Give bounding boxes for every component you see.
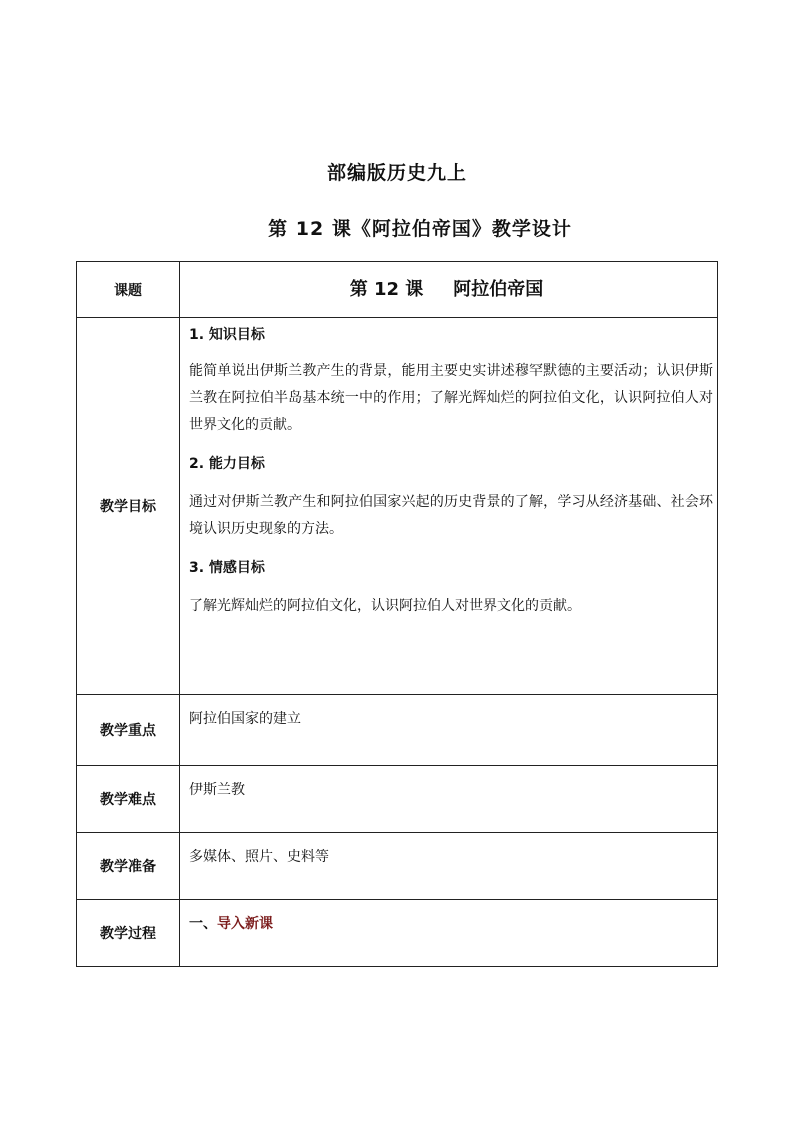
preparation-label: 教学准备	[77, 833, 180, 900]
knowledge-goal-heading: 1. 知识目标	[189, 327, 265, 343]
emotion-goal-text: 了解光辉灿烂的阿拉伯文化，认识阿拉伯人对世界文化的贡献。	[189, 598, 581, 614]
goals-content	[180, 318, 718, 695]
difficulty-value: 伊斯兰教	[180, 766, 718, 833]
process-label: 教学过程	[77, 900, 180, 967]
goals-label: 教学目标	[77, 318, 180, 695]
process-content	[180, 900, 718, 967]
topic-lesson-number: 第 12 课	[349, 279, 424, 300]
difficulty-label: 教学难点	[77, 766, 180, 833]
table-row-preparation	[77, 833, 718, 900]
topic-label: 课题	[77, 262, 180, 318]
table-row-difficulty	[77, 766, 718, 833]
topic-value	[180, 262, 718, 318]
process-section-number: 一、	[189, 916, 217, 932]
document-title: 部编版历史九上	[326, 162, 467, 184]
lesson-plan-table	[76, 261, 718, 967]
ability-goal-text: 通过对伊斯兰教产生和阿拉伯国家兴起的历史背景的了解，学习从经济基础、社会环境认识历史现象的方法。	[189, 494, 713, 537]
key-point-label: 教学重点	[77, 695, 180, 766]
preparation-value: 多媒体、照片、史料等	[180, 833, 718, 900]
document-subtitle: 第 12 课《阿拉伯帝国》教学设计	[268, 218, 572, 240]
knowledge-goal-text: 能简单说出伊斯兰教产生的背景，能用主要史实讲述穆罕默德的主要活动；认识伊斯兰教在阿拉伯半岛基本统一中的作用；了解光辉灿烂的阿拉伯文化，认识阿拉伯人对世界文化的贡献。	[189, 363, 713, 433]
topic-lesson-name: 阿拉伯帝国	[453, 279, 544, 300]
table-row-topic	[77, 262, 718, 318]
table-row-goals	[77, 318, 718, 695]
emotion-goal-heading: 3. 情感目标	[189, 560, 265, 576]
key-point-value: 阿拉伯国家的建立	[180, 695, 718, 766]
ability-goal-heading: 2. 能力目标	[189, 456, 265, 472]
process-section-title: 导入新课	[217, 916, 273, 932]
table-row-key-point	[77, 695, 718, 766]
table-row-process	[77, 900, 718, 967]
